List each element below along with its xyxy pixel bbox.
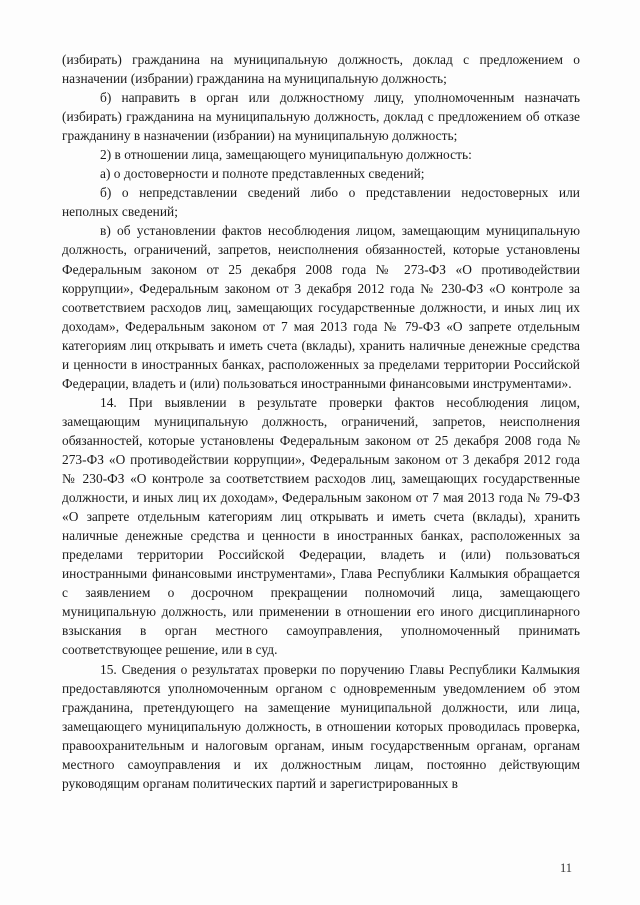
paragraph-15: 15. Сведения о результатах проверки по поручению Главы Республики Калмыкия предоставляются уполномоченным органом с одновременным уведомлением об этом гражданина, претендующего на замещение муниципальной должности, или лица, замещающего муниципальную должность, в отношении которых проводилась проверка, правоохранительным и налоговым органам, иным государственным органам, органам местного самоуправления и их должностным лицам, постоянно действующим руководящим органам политических партий и зарегистрированных в bbox=[62, 661, 580, 791]
paragraph-continuation: (избирать) гражданина на муниципальную должность, доклад с предложением о назначении (избрании) гражданина на муниципальную должность; bbox=[62, 52, 580, 87]
page-number: 11 bbox=[560, 861, 573, 875]
paragraph-item-v: в) об установлении фактов несоблюдения лицом, замещающим муниципальную должность, ограничений, запретов, неисполнения обязанностей, которые установлены Федеральным законом от 25 декабря 2008 года № 273-ФЗ «О противодействии коррупции», Федеральным законом от 3 декабря 2012 года № 230-ФЗ «О контроле за соответствием расходов лиц, замещающих государственные должности, и иных лиц их доходам», Федеральным законом от 7 мая 2013 года № 79-ФЗ «О запрете отдельным категориям лиц открывать и иметь счета (вклады), хранить наличные денежные средства и ценности в иностранных банках, расположенных за пределами территории Российской Федерации, владеть и (или) пользоваться иностранными финансовыми инструментами». bbox=[62, 223, 580, 391]
paragraph-item-2: 2) в отношении лица, замещающего муниципальную должность: bbox=[100, 147, 472, 163]
document-body bbox=[62, 50, 580, 793]
paragraph-item-a: а) о достоверности и полноте представленных сведений; bbox=[100, 166, 425, 182]
paragraph-item-b: б) о непредставлении сведений либо о представлении недостоверных или неполных сведений; bbox=[62, 185, 580, 220]
paragraph-14: 14. При выявлении в результате проверки фактов несоблюдения лицом, замещающим муниципальную должность, ограничений, запретов, неисполнения обязанностей, которые установлены Федеральным законом от 25 декабря 2008 года № 273-ФЗ «О противодействии коррупции», Федеральным законом от 3 декабря 2012 года № 230-ФЗ «О контроле за соответствием расходов лиц, замещающих государственные должности, и иных лиц их доходам», Федеральным законом от 7 мая 2013 года № 79-ФЗ «О запрете отдельным категориям лиц открывать и иметь счета (вклады), хранить наличные денежные средства и ценности в иностранных банках, расположенных за пределами территории Российской Федерации, владеть и (или) пользоваться иностранными финансовыми инструментами», Глава Республики Калмыкия обращается с заявлением о досрочном прекращении полномочий лица, замещающего муниципальную должность, или применении в отношении его иного дисциплинарного взыскания в орган местного самоуправления, уполномоченный принимать соответствующее решение, или в суд. bbox=[62, 394, 580, 658]
paragraph-item-b-refusal: б) направить в орган или должностному лицу, уполномоченным назначать (избирать) гражданина на муниципальную должность, доклад с предложением об отказе гражданину в назначении (избрании) на муниципальную должность; bbox=[62, 90, 580, 144]
